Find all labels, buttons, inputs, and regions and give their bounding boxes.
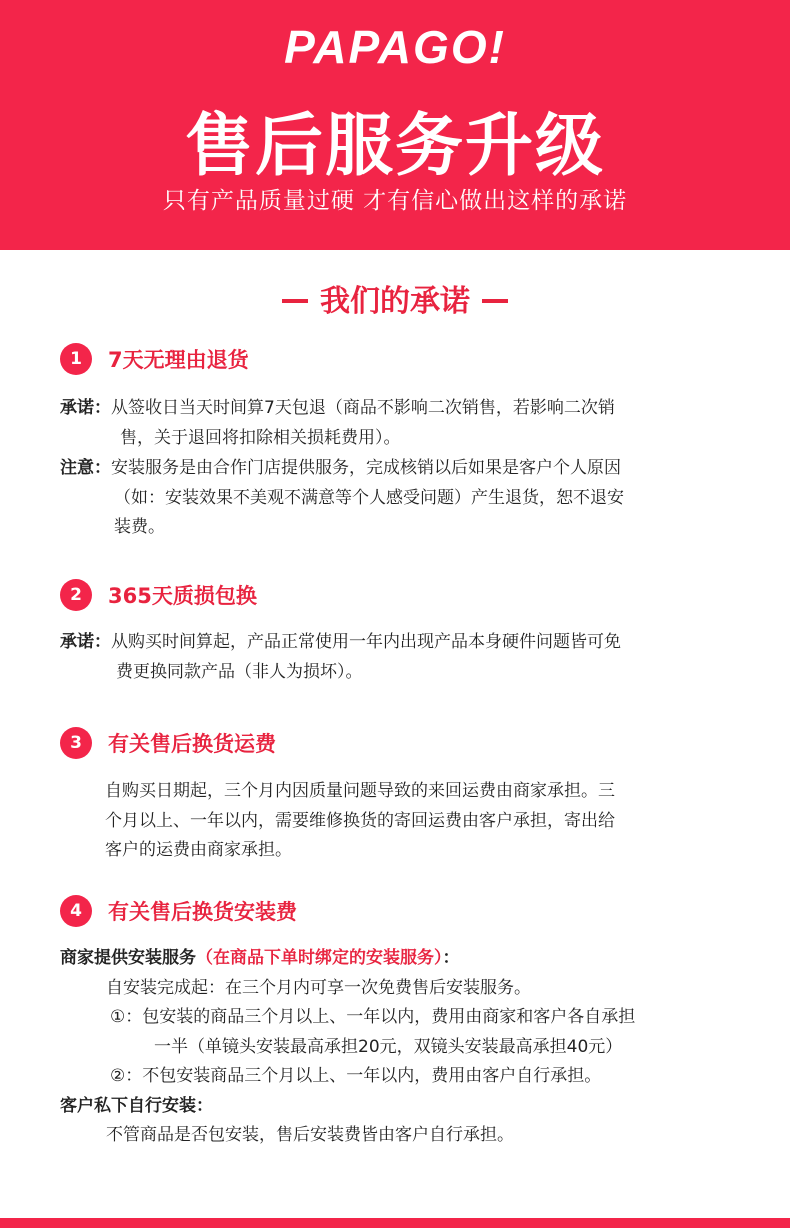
merchant-note: （在商品下单时绑定的安装服务） bbox=[196, 948, 443, 968]
list-item-1: ①：包安装的商品三个月以上、一年以内，费用由商家和客户各自承担 bbox=[110, 1007, 636, 1027]
section-title: 有关售后换货运费 bbox=[108, 732, 276, 756]
section-number-badge: 3 bbox=[60, 727, 92, 759]
merchant-label: 商家提供安装服务 bbox=[60, 948, 196, 968]
header-banner bbox=[0, 0, 790, 250]
list-item-2: ②：不包安装商品三个月以上、一年以内，费用由客户自行承担。 bbox=[110, 1066, 602, 1086]
heading-dash-left bbox=[282, 299, 308, 303]
merchant-colon: ： bbox=[442, 948, 460, 968]
text-line: 装费。 bbox=[114, 517, 165, 537]
section-title: 7天无理由退货 bbox=[108, 348, 249, 372]
promise-label: 承诺： bbox=[60, 398, 111, 418]
section-3-header bbox=[60, 727, 276, 759]
section-number-badge: 2 bbox=[60, 579, 92, 611]
bottom-bar bbox=[0, 1218, 790, 1228]
customer-label: 客户私下自行安装： bbox=[60, 1095, 213, 1116]
text-line: 自安装完成起：在三个月内可享一次免费售后安装服务。 bbox=[106, 977, 531, 998]
text-line: 售，关于退回将扣除相关损耗费用）。 bbox=[120, 427, 401, 448]
text-line: 不管商品是否包安装，售后安装费皆由客户自行承担。 bbox=[106, 1125, 514, 1145]
text-line: 自购买日期起，三个月内因质量问题导致的来回运费由商家承担。三 bbox=[105, 781, 615, 801]
section-4-body bbox=[60, 944, 760, 1151]
text-line: 客户的运费由商家承担。 bbox=[105, 840, 292, 860]
promise-heading-text: 我们的承诺 bbox=[320, 284, 470, 319]
heading-dash-right bbox=[482, 299, 508, 303]
section-number-badge: 4 bbox=[60, 895, 92, 927]
text-line: 从签收日当天时间算7天包退（商品不影响二次销售，若影响二次销 bbox=[111, 398, 615, 418]
note-label: 注意： bbox=[60, 458, 111, 478]
section-1-promise bbox=[60, 394, 760, 453]
section-4-header bbox=[60, 895, 297, 927]
text-line: 费更换同款产品（非人为损坏）。 bbox=[116, 661, 363, 682]
section-title: 365天质损包换 bbox=[108, 584, 257, 608]
text-line: 安装服务是由合作门店提供服务，完成核销以后如果是客户个人原因 bbox=[111, 458, 621, 478]
section-1-note bbox=[60, 454, 760, 543]
brand-logo: PAPAGO! bbox=[284, 21, 506, 73]
banner-subtitle: 只有产品质量过硬 才有信心做出这样的承诺 bbox=[162, 188, 628, 214]
section-2-header bbox=[60, 579, 257, 611]
promise-label: 承诺： bbox=[60, 632, 111, 652]
text-line: （如：安装效果不美观不满意等个人感受问题）产生退货，恕不退安 bbox=[114, 487, 624, 508]
text-line: 从购买时间算起，产品正常使用一年内出现产品本身硬件问题皆可免 bbox=[111, 632, 621, 652]
promise-heading bbox=[0, 276, 790, 320]
text-line: 一半（单镜头安装最高承担20元，双镜头安装最高承担40元） bbox=[154, 1036, 623, 1057]
section-1-header bbox=[60, 343, 249, 375]
section-number-badge: 1 bbox=[60, 343, 92, 375]
section-title: 有关售后换货安装费 bbox=[108, 900, 297, 924]
section-3-body bbox=[105, 777, 765, 866]
text-line: 个月以上、一年以内，需要维修换货的寄回运费由客户承担，寄出给 bbox=[105, 810, 615, 831]
banner-title: 售后服务升级 bbox=[184, 107, 605, 186]
section-2-promise bbox=[60, 628, 760, 687]
